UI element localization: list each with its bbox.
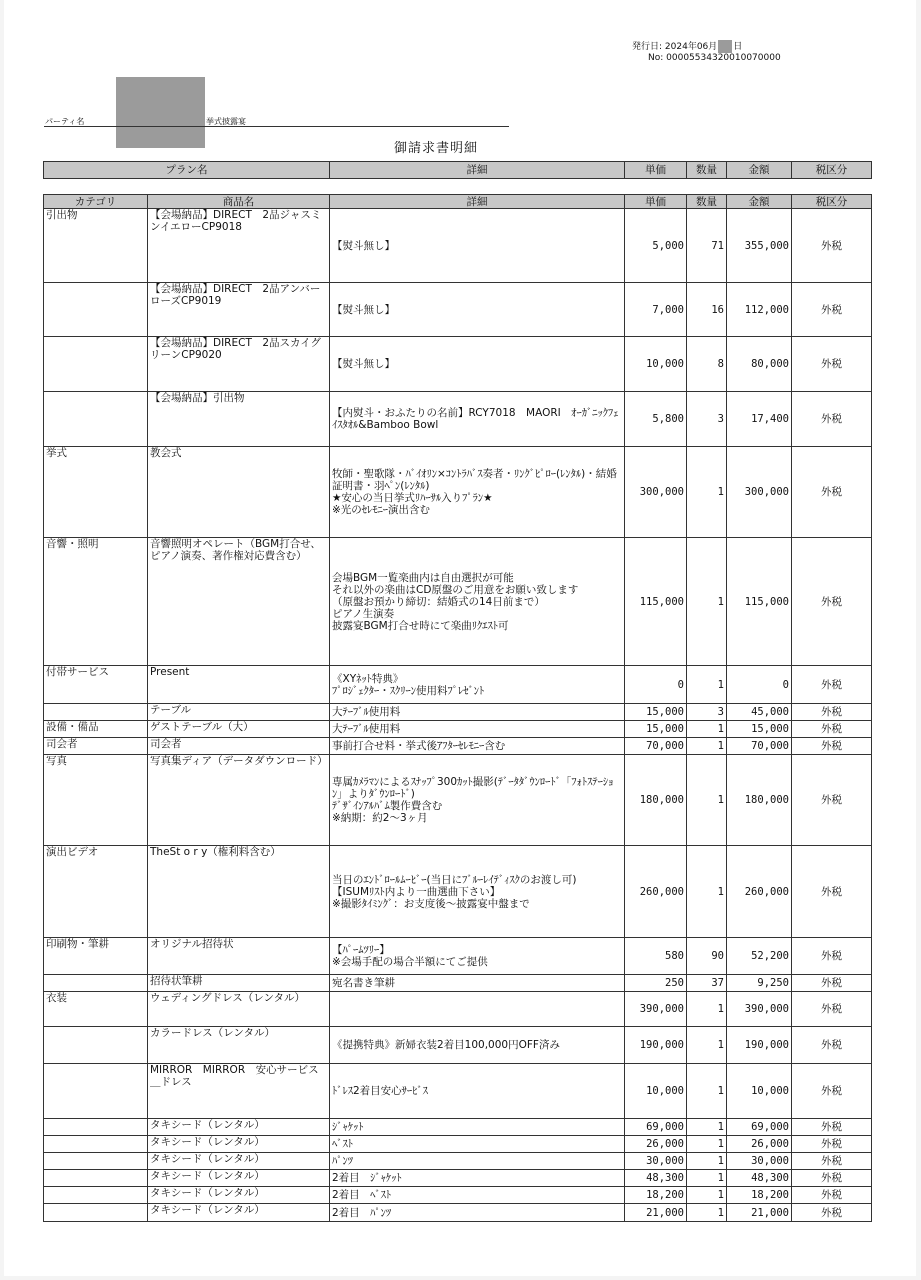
detail-cell: 【内熨斗・おふたりの名前】RCY7018 MAORI ｵｰｶﾞﾆｯｸﾌｪｲｽﾀｵﾙ&Bamboo Bowl bbox=[330, 392, 625, 447]
table-row bbox=[44, 1064, 872, 1119]
tax-category-cell: 外税 bbox=[792, 1119, 872, 1136]
table-row bbox=[44, 1027, 872, 1064]
quantity-cell: 90 bbox=[687, 938, 727, 975]
table-row bbox=[44, 846, 872, 938]
invoice-number bbox=[648, 53, 781, 63]
product-name-cell: ウェディングドレス（レンタル） bbox=[148, 992, 330, 1027]
unit-price-cell: 26,000 bbox=[625, 1136, 687, 1153]
table-row bbox=[44, 447, 872, 538]
table-row bbox=[44, 704, 872, 721]
table-row bbox=[44, 209, 872, 283]
detail-cell: ﾊﾟﾝﾂ bbox=[330, 1153, 625, 1170]
table-row bbox=[44, 738, 872, 755]
product-name-cell: 音響照明オペレート（BGM打合せ、ピアノ演奏、著作権対応費含む） bbox=[148, 538, 330, 666]
tax-category-cell: 外税 bbox=[792, 209, 872, 283]
column-header: 商品名 bbox=[148, 195, 330, 209]
plan-header-cell: 数量 bbox=[687, 162, 727, 179]
quantity-cell: 1 bbox=[687, 666, 727, 704]
product-name-cell: 写真集ディア（データダウンロード） bbox=[148, 755, 330, 846]
tax-category-cell: 外税 bbox=[792, 538, 872, 666]
table-row bbox=[44, 721, 872, 738]
unit-price-cell: 69,000 bbox=[625, 1119, 687, 1136]
table-row bbox=[44, 1187, 872, 1204]
detail-cell: 2着目 ﾊﾟﾝﾂ bbox=[330, 1204, 625, 1222]
table-row bbox=[44, 1136, 872, 1153]
amount-cell: 17,400 bbox=[727, 392, 792, 447]
column-header: 詳細 bbox=[330, 195, 625, 209]
category-cell bbox=[44, 1204, 148, 1222]
product-name-cell: タキシード（レンタル） bbox=[148, 1187, 330, 1204]
column-header: カテゴリ bbox=[44, 195, 148, 209]
quantity-cell: 1 bbox=[687, 1187, 727, 1204]
tax-category-cell: 外税 bbox=[792, 447, 872, 538]
unit-price-cell: 260,000 bbox=[625, 846, 687, 938]
unit-price-cell: 21,000 bbox=[625, 1204, 687, 1222]
category-cell: 設備・備品 bbox=[44, 721, 148, 738]
amount-cell: 52,200 bbox=[727, 938, 792, 975]
redaction-box bbox=[718, 40, 732, 53]
product-name-cell: 司会者 bbox=[148, 738, 330, 755]
product-name-cell: 教会式 bbox=[148, 447, 330, 538]
plan-header-cell: 税区分 bbox=[792, 162, 872, 179]
detail-cell: 【ﾊﾟｰﾑﾂﾘｰ】 ※会場手配の場合半額にてご提供 bbox=[330, 938, 625, 975]
product-name-cell: 【会場納品】DIRECT 2品アンバーローズCP9019 bbox=[148, 283, 330, 337]
category-cell bbox=[44, 975, 148, 992]
invoice-number-value: 00005534320010070000 bbox=[666, 53, 781, 63]
unit-price-cell: 580 bbox=[625, 938, 687, 975]
tax-category-cell: 外税 bbox=[792, 738, 872, 755]
quantity-cell: 1 bbox=[687, 1153, 727, 1170]
table-header-row bbox=[44, 195, 872, 209]
tax-category-cell: 外税 bbox=[792, 975, 872, 992]
issue-date-label: 発行日: bbox=[632, 42, 663, 52]
product-name-cell: 【会場納品】DIRECT 2品スカイグリーンCP9020 bbox=[148, 337, 330, 392]
category-cell: 挙式 bbox=[44, 447, 148, 538]
category-cell: 付帯サービス bbox=[44, 666, 148, 704]
plan-header-cell: 単価 bbox=[625, 162, 687, 179]
category-cell: 引出物 bbox=[44, 209, 148, 283]
tax-category-cell: 外税 bbox=[792, 704, 872, 721]
tax-category-cell: 外税 bbox=[792, 755, 872, 846]
category-cell bbox=[44, 392, 148, 447]
detail-cell: 宛名書き筆耕 bbox=[330, 975, 625, 992]
amount-cell: 260,000 bbox=[727, 846, 792, 938]
detail-cell: 当日のｴﾝﾄﾞﾛｰﾙﾑｰﾋﾞｰ(当日にﾌﾞﾙｰﾚｲﾃﾞｨｽｸのお渡し可) 【ISUMﾘｽﾄ内より一曲選曲下さい】 ※撮影ﾀｲﾐﾝｸﾞ：お支度後～披露宴中盤まで bbox=[330, 846, 625, 938]
tax-category-cell: 外税 bbox=[792, 392, 872, 447]
product-name-cell: タキシード（レンタル） bbox=[148, 1204, 330, 1222]
quantity-cell: 1 bbox=[687, 721, 727, 738]
unit-price-cell: 18,200 bbox=[625, 1187, 687, 1204]
product-name-cell: MIRROR MIRROR 安心サービス＿ドレス bbox=[148, 1064, 330, 1119]
category-cell bbox=[44, 1153, 148, 1170]
quantity-cell: 1 bbox=[687, 447, 727, 538]
product-name-cell: オリジナル招待状 bbox=[148, 938, 330, 975]
unit-price-cell: 5,000 bbox=[625, 209, 687, 283]
amount-cell: 45,000 bbox=[727, 704, 792, 721]
unit-price-cell: 300,000 bbox=[625, 447, 687, 538]
amount-cell: 70,000 bbox=[727, 738, 792, 755]
amount-cell: 300,000 bbox=[727, 447, 792, 538]
quantity-cell: 1 bbox=[687, 1119, 727, 1136]
amount-cell: 390,000 bbox=[727, 992, 792, 1027]
tax-category-cell: 外税 bbox=[792, 283, 872, 337]
amount-cell: 180,000 bbox=[727, 755, 792, 846]
plan-header-table bbox=[43, 161, 872, 179]
product-name-cell: 【会場納品】引出物 bbox=[148, 392, 330, 447]
party-name-value: 挙式披露宴 bbox=[206, 117, 246, 126]
unit-price-cell: 48,300 bbox=[625, 1170, 687, 1187]
issue-date-value: 2024年06月 bbox=[664, 42, 718, 52]
quantity-cell: 16 bbox=[687, 283, 727, 337]
detail-cell: ﾄﾞﾚｽ2着目安心ｻｰﾋﾞｽ bbox=[330, 1064, 625, 1119]
quantity-cell: 1 bbox=[687, 538, 727, 666]
amount-cell: 115,000 bbox=[727, 538, 792, 666]
detail-cell: 《提携特典》新婦衣装2着目100,000円OFF済み bbox=[330, 1027, 625, 1064]
amount-cell: 21,000 bbox=[727, 1204, 792, 1222]
detail-cell: 会場BGM一覧楽曲内は自由選択が可能 それ以外の楽曲はCD原盤のご用意をお願い致します （原盤お預かり締切：結婚式の14日前まで） ピアノ生演奏 披露宴BGM打合せ時にて楽曲ﾘｸｴｽﾄ可 bbox=[330, 538, 625, 666]
product-name-cell: カラードレス（レンタル） bbox=[148, 1027, 330, 1064]
tax-category-cell: 外税 bbox=[792, 1153, 872, 1170]
detail-cell: 牧師・聖歌隊・ﾊﾞｲｵﾘﾝ×ｺﾝﾄﾗﾊﾞｽ奏者・ﾘﾝｸﾞﾋﾟﾛｰ(ﾚﾝﾀﾙ)・結婚証明書・羽ﾍﾟﾝ(ﾚﾝﾀﾙ) ★安心の当日挙式ﾘﾊｰｻﾙ入りﾌﾟﾗﾝ★ ※光のｾﾚﾓﾆｰ演出含む bbox=[330, 447, 625, 538]
category-cell bbox=[44, 704, 148, 721]
party-name-label: パーティ名 bbox=[45, 117, 85, 126]
amount-cell: 112,000 bbox=[727, 283, 792, 337]
category-cell: 印刷物・筆耕 bbox=[44, 938, 148, 975]
invoice-table bbox=[43, 194, 872, 1222]
plan-header-cell: 詳細 bbox=[330, 162, 625, 179]
quantity-cell: 1 bbox=[687, 1027, 727, 1064]
column-header: 金額 bbox=[727, 195, 792, 209]
tax-category-cell: 外税 bbox=[792, 1027, 872, 1064]
unit-price-cell: 10,000 bbox=[625, 337, 687, 392]
tax-category-cell: 外税 bbox=[792, 1204, 872, 1222]
table-row bbox=[44, 755, 872, 846]
quantity-cell: 37 bbox=[687, 975, 727, 992]
amount-cell: 10,000 bbox=[727, 1064, 792, 1119]
amount-cell: 18,200 bbox=[727, 1187, 792, 1204]
category-cell bbox=[44, 1119, 148, 1136]
amount-cell: 48,300 bbox=[727, 1170, 792, 1187]
column-header: 税区分 bbox=[792, 195, 872, 209]
table-row bbox=[44, 1119, 872, 1136]
table-row bbox=[44, 1153, 872, 1170]
tax-category-cell: 外税 bbox=[792, 1064, 872, 1119]
table-row bbox=[44, 283, 872, 337]
quantity-cell: 1 bbox=[687, 1064, 727, 1119]
tax-category-cell: 外税 bbox=[792, 1170, 872, 1187]
tax-category-cell: 外税 bbox=[792, 846, 872, 938]
issue-date bbox=[632, 39, 742, 53]
unit-price-cell: 115,000 bbox=[625, 538, 687, 666]
category-cell bbox=[44, 1170, 148, 1187]
column-header: 単価 bbox=[625, 195, 687, 209]
table-row bbox=[44, 975, 872, 992]
quantity-cell: 1 bbox=[687, 1136, 727, 1153]
detail-cell: 2着目 ｼﾞｬｹｯﾄ bbox=[330, 1170, 625, 1187]
category-cell bbox=[44, 1027, 148, 1064]
category-cell: 衣装 bbox=[44, 992, 148, 1027]
product-name-cell: タキシード（レンタル） bbox=[148, 1119, 330, 1136]
detail-cell: 【熨斗無し】 bbox=[330, 283, 625, 337]
product-name-cell: 招待状筆耕 bbox=[148, 975, 330, 992]
quantity-cell: 1 bbox=[687, 1170, 727, 1187]
category-cell bbox=[44, 1064, 148, 1119]
tax-category-cell: 外税 bbox=[792, 337, 872, 392]
column-header: 数量 bbox=[687, 195, 727, 209]
unit-price-cell: 30,000 bbox=[625, 1153, 687, 1170]
detail-cell: 2着目 ﾍﾞｽﾄ bbox=[330, 1187, 625, 1204]
unit-price-cell: 390,000 bbox=[625, 992, 687, 1027]
tax-category-cell: 外税 bbox=[792, 1136, 872, 1153]
quantity-cell: 8 bbox=[687, 337, 727, 392]
unit-price-cell: 15,000 bbox=[625, 704, 687, 721]
detail-cell: ﾍﾞｽﾄ bbox=[330, 1136, 625, 1153]
category-cell bbox=[44, 1136, 148, 1153]
plan-header-cell: プラン名 bbox=[44, 162, 330, 179]
detail-cell: 【熨斗無し】 bbox=[330, 337, 625, 392]
party-underline bbox=[44, 126, 509, 127]
amount-cell: 190,000 bbox=[727, 1027, 792, 1064]
issue-date-day: 日 bbox=[733, 42, 743, 52]
quantity-cell: 1 bbox=[687, 755, 727, 846]
category-cell: 演出ビデオ bbox=[44, 846, 148, 938]
category-cell: 司会者 bbox=[44, 738, 148, 755]
quantity-cell: 71 bbox=[687, 209, 727, 283]
amount-cell: 9,250 bbox=[727, 975, 792, 992]
tax-category-cell: 外税 bbox=[792, 1187, 872, 1204]
category-cell bbox=[44, 337, 148, 392]
party-name-redaction bbox=[116, 77, 205, 148]
table-row bbox=[44, 538, 872, 666]
amount-cell: 26,000 bbox=[727, 1136, 792, 1153]
product-name-cell: 【会場納品】DIRECT 2品ジャスミンイエローCP9018 bbox=[148, 209, 330, 283]
tax-category-cell: 外税 bbox=[792, 666, 872, 704]
unit-price-cell: 70,000 bbox=[625, 738, 687, 755]
amount-cell: 0 bbox=[727, 666, 792, 704]
product-name-cell: TheSt o r y（権利料含む） bbox=[148, 846, 330, 938]
detail-cell bbox=[330, 992, 625, 1027]
product-name-cell: ゲストテーブル（大） bbox=[148, 721, 330, 738]
detail-cell: 《XYﾈｯﾄ特典》 ﾌﾟﾛｼﾞｪｸﾀｰ・ｽｸﾘｰﾝ使用料ﾌﾟﾚｾﾞﾝﾄ bbox=[330, 666, 625, 704]
amount-cell: 69,000 bbox=[727, 1119, 792, 1136]
quantity-cell: 1 bbox=[687, 992, 727, 1027]
table-row bbox=[44, 337, 872, 392]
amount-cell: 30,000 bbox=[727, 1153, 792, 1170]
table-row bbox=[44, 992, 872, 1027]
invoice-page bbox=[4, 0, 916, 1276]
unit-price-cell: 180,000 bbox=[625, 755, 687, 846]
detail-cell: ｼﾞｬｹｯﾄ bbox=[330, 1119, 625, 1136]
detail-cell: 【熨斗無し】 bbox=[330, 209, 625, 283]
table-row bbox=[44, 666, 872, 704]
product-name-cell: Present bbox=[148, 666, 330, 704]
tax-category-cell: 外税 bbox=[792, 721, 872, 738]
detail-cell: 専属ｶﾒﾗﾏﾝによるｽﾅｯﾌﾟ300ｶｯﾄ撮影(ﾃﾞｰﾀﾀﾞｳﾝﾛｰﾄﾞ「ﾌｫﾄｽﾃｰｼｮﾝ」よりﾀﾞｳﾝﾛｰﾄﾞ) ﾃﾞｻﾞｲﾝｱﾙﾊﾞﾑ製作費含む ※納期：約2～3ヶ月 bbox=[330, 755, 625, 846]
quantity-cell: 1 bbox=[687, 1204, 727, 1222]
product-name-cell: タキシード（レンタル） bbox=[148, 1170, 330, 1187]
unit-price-cell: 7,000 bbox=[625, 283, 687, 337]
detail-cell: 大ﾃｰﾌﾞﾙ使用料 bbox=[330, 704, 625, 721]
quantity-cell: 1 bbox=[687, 738, 727, 755]
tax-category-cell: 外税 bbox=[792, 992, 872, 1027]
unit-price-cell: 10,000 bbox=[625, 1064, 687, 1119]
document-title: 御請求書明細 bbox=[394, 141, 479, 156]
plan-header-row bbox=[44, 162, 872, 179]
unit-price-cell: 15,000 bbox=[625, 721, 687, 738]
unit-price-cell: 250 bbox=[625, 975, 687, 992]
amount-cell: 15,000 bbox=[727, 721, 792, 738]
unit-price-cell: 190,000 bbox=[625, 1027, 687, 1064]
product-name-cell: タキシード（レンタル） bbox=[148, 1136, 330, 1153]
detail-cell: 大ﾃｰﾌﾞﾙ使用料 bbox=[330, 721, 625, 738]
unit-price-cell: 5,800 bbox=[625, 392, 687, 447]
tax-category-cell: 外税 bbox=[792, 938, 872, 975]
amount-cell: 80,000 bbox=[727, 337, 792, 392]
product-name-cell: タキシード（レンタル） bbox=[148, 1153, 330, 1170]
table-row bbox=[44, 1204, 872, 1222]
category-cell bbox=[44, 283, 148, 337]
unit-price-cell: 0 bbox=[625, 666, 687, 704]
category-cell bbox=[44, 1187, 148, 1204]
category-cell: 写真 bbox=[44, 755, 148, 846]
table-row bbox=[44, 1170, 872, 1187]
table-row bbox=[44, 938, 872, 975]
quantity-cell: 1 bbox=[687, 846, 727, 938]
invoice-number-label: No: bbox=[648, 53, 664, 63]
quantity-cell: 3 bbox=[687, 704, 727, 721]
quantity-cell: 3 bbox=[687, 392, 727, 447]
product-name-cell: テーブル bbox=[148, 704, 330, 721]
plan-header-cell: 金額 bbox=[727, 162, 792, 179]
table-row bbox=[44, 392, 872, 447]
category-cell: 音響・照明 bbox=[44, 538, 148, 666]
detail-cell: 事前打合せ料・挙式後ｱﾌﾀｰｾﾚﾓﾆｰ含む bbox=[330, 738, 625, 755]
amount-cell: 355,000 bbox=[727, 209, 792, 283]
